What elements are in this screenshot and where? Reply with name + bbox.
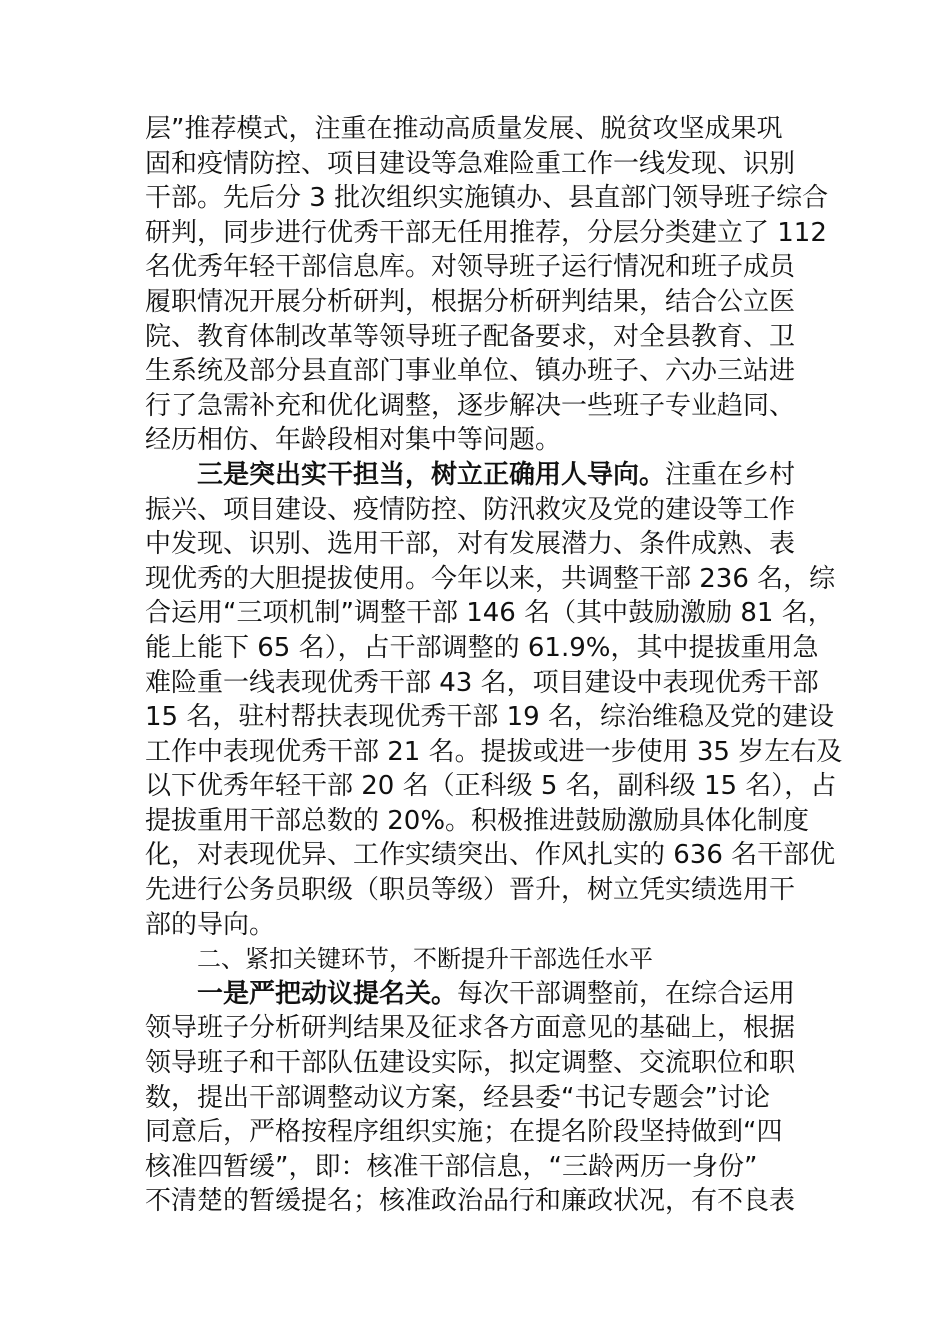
text-line [145, 1046, 830, 1081]
text-line [145, 354, 830, 389]
line-text: 不清楚的暂缓提名；核准政治品行和廉政状况，有不良表 [145, 1186, 796, 1217]
bold-lead-phrase: 一是严把动议提名关。 [197, 978, 458, 1009]
text-line [145, 250, 830, 285]
line-text: 固和疫情防控、项目建设等急难险重工作一线发现、识别 [145, 148, 796, 179]
line-text: 行了急需补充和优化调整，逐步解决一些班子专业趋同、 [145, 390, 796, 421]
line-text: 名优秀年轻干部信息库。对领导班子运行情况和班子成员 [145, 252, 796, 283]
text-line [145, 562, 836, 597]
bold-lead-phrase: 三是突出实干担当，树立正确用人导向。 [197, 459, 666, 490]
line-text: 院、教育体制改革等领导班子配备要求，对全县教育、卫 [145, 321, 796, 352]
body-text [145, 112, 843, 1219]
text-line [145, 700, 834, 735]
text-line [145, 112, 830, 147]
text-line [145, 977, 830, 1012]
line-text: 以下优秀年轻干部 20 名（正科级 5 名，副科级 15 名），占 [145, 771, 837, 802]
text-line [145, 838, 836, 873]
text-line [145, 631, 830, 666]
line-text: 现优秀的大胆提拔使用。今年以来，共调整干部 236 名，综 [145, 563, 836, 594]
line-text: 数，提出干部调整动议方案，经县委“书记专题会”讨论 [145, 1082, 770, 1113]
line-text: 领导班子和干部队伍建设实际，拟定调整、交流职位和职 [145, 1048, 796, 1079]
line-text: 同意后，严格按程序组织实施；在提名阶段坚持做到“四 [145, 1117, 783, 1148]
text-line [145, 735, 843, 770]
text-line [145, 389, 830, 424]
line-text: 研判，同步进行优秀干部无任用推荐，分层分类建立了 112 [145, 217, 827, 248]
line-text: 提拔重用干部总数的 20%。积极推进鼓励激励具体化制度 [145, 805, 810, 836]
line-text: 中发现、识别、选用干部，对有发展潜力、条件成熟、表 [145, 529, 796, 560]
text-line [145, 1150, 830, 1185]
line-text: 二、紧扣关键环节，不断提升干部选任水平 [197, 945, 653, 974]
text-line [145, 666, 830, 701]
line-text: 15 名，驻村帮扶表现优秀干部 19 名，综治维稳及党的建设 [145, 702, 834, 733]
line-text: 核准四暂缓”，即：核准干部信息，“三龄两历一身份” [145, 1151, 758, 1182]
text-line [145, 458, 830, 493]
text-line [145, 527, 830, 562]
line-text: 难险重一线表现优秀干部 43 名，项目建设中表现优秀干部 [145, 667, 819, 698]
line-text: 领导班子分析研判结果及征求各方面意见的基础上，根据 [145, 1013, 796, 1044]
line-text: 工作中表现优秀干部 21 名。提拔或进一步使用 35 岁左右及 [145, 736, 843, 767]
line-text: 化，对表现优异、工作实绩突出、作风扎实的 636 名干部优 [145, 840, 836, 871]
text-line [145, 596, 834, 631]
line-text: 每次干部调整前，在综合运用 [457, 978, 796, 1009]
text-line [145, 1081, 830, 1116]
line-text: 经历相仿、年龄段相对集中等问题。 [145, 425, 562, 456]
text-line [145, 908, 830, 943]
text-line [145, 804, 830, 839]
line-text: 履职情况开展分析研判，根据分析研判结果，结合公立医 [145, 286, 796, 317]
text-line [145, 1115, 830, 1150]
line-text: 能上能下 65 名），占干部调整的 61.9%，其中提拔重用急 [145, 632, 819, 663]
line-text: 生系统及部分县直部门事业单位、镇办班子、六办三站进 [145, 356, 796, 387]
line-text: 干部。先后分 3 批次组织实施镇办、县直部门领导班子综合 [145, 183, 829, 214]
text-line [145, 769, 837, 804]
text-line [145, 216, 830, 251]
line-text: 层”推荐模式，注重在推动高质量发展、脱贫攻坚成果巩 [145, 114, 783, 144]
text-line [145, 493, 830, 528]
text-line [145, 1184, 830, 1219]
line-text: 振兴、项目建设、疫情防控、防汛救灾及党的建设等工作 [145, 494, 796, 525]
line-text: 先进行公务员职级（职员等级）晋升，树立凭实绩选用干 [145, 875, 796, 906]
section-heading [145, 942, 830, 977]
line-text: 注重在乡村 [665, 459, 796, 490]
text-line [145, 320, 830, 355]
text-line [145, 423, 830, 458]
text-line [145, 181, 830, 216]
text-line [145, 1011, 830, 1046]
text-line [145, 285, 830, 320]
text-line [145, 147, 830, 182]
line-text: 部的导向。 [145, 909, 276, 940]
text-line [145, 873, 830, 908]
line-text: 合运用“三项机制”调整干部 146 名（其中鼓励激励 81 名， [145, 598, 834, 629]
